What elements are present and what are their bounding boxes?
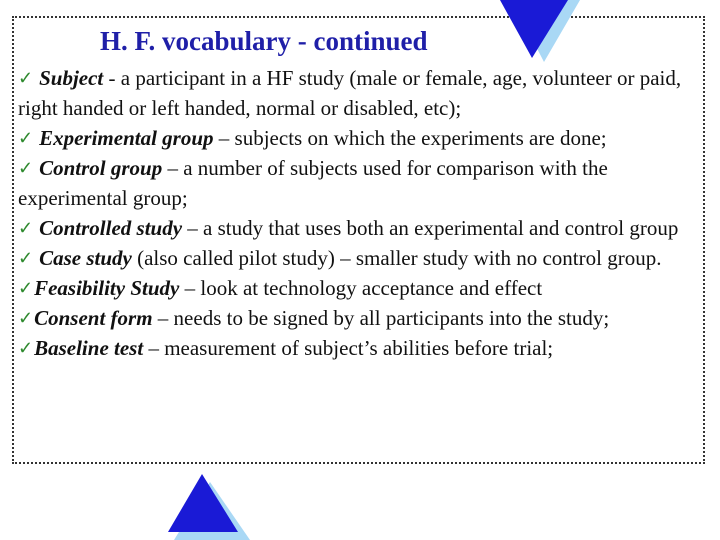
- term: Baseline test: [34, 336, 144, 360]
- list-item: [18, 333, 714, 363]
- decorative-triangle-up-icon: [166, 474, 250, 540]
- check-mark-icon: ✓: [18, 128, 34, 148]
- definition: – measurement of subject’s abilities before trial;: [143, 336, 554, 360]
- check-mark-icon: ✓: [18, 278, 34, 298]
- decorative-triangle-down-icon: [498, 0, 580, 64]
- definition: - a participant in a HF study (male or female, age, volunteer or paid, right handed or left handed, normal or disabled, etc);: [18, 66, 682, 120]
- vocabulary-list: [18, 63, 714, 363]
- term: Experimental group: [39, 126, 214, 150]
- term: Consent form: [34, 306, 153, 330]
- slide-title: H. F. vocabulary - continued: [100, 26, 428, 56]
- check-mark-icon: ✓: [18, 218, 34, 238]
- check-mark-icon: ✓: [18, 68, 34, 88]
- definition: – a number of subjects used for comparison with the experimental group;: [18, 156, 608, 210]
- check-mark-icon: ✓: [18, 158, 34, 178]
- list-item: [18, 153, 714, 213]
- term: Controlled study: [39, 216, 183, 240]
- definition: (also called pilot study) – smaller study with no control group.: [131, 246, 662, 270]
- list-item: [18, 243, 714, 273]
- definition: – look at technology acceptance and effect: [179, 276, 543, 300]
- definition: – needs to be signed by all participants into the study;: [152, 306, 610, 330]
- check-mark-icon: ✓: [18, 248, 34, 268]
- term: Control group: [39, 156, 163, 180]
- list-item: [18, 213, 714, 243]
- term: Case study: [39, 246, 132, 270]
- list-item: [18, 273, 714, 303]
- list-item: [18, 123, 714, 153]
- list-item: [18, 303, 714, 333]
- term: Subject: [39, 66, 104, 90]
- check-mark-icon: ✓: [18, 338, 34, 358]
- definition: – subjects on which the experiments are done;: [213, 126, 607, 150]
- definition: – a study that uses both an experimental and control group: [182, 216, 679, 240]
- check-mark-icon: ✓: [18, 308, 34, 328]
- term: Feasibility Study: [34, 276, 180, 300]
- list-item: [18, 63, 714, 123]
